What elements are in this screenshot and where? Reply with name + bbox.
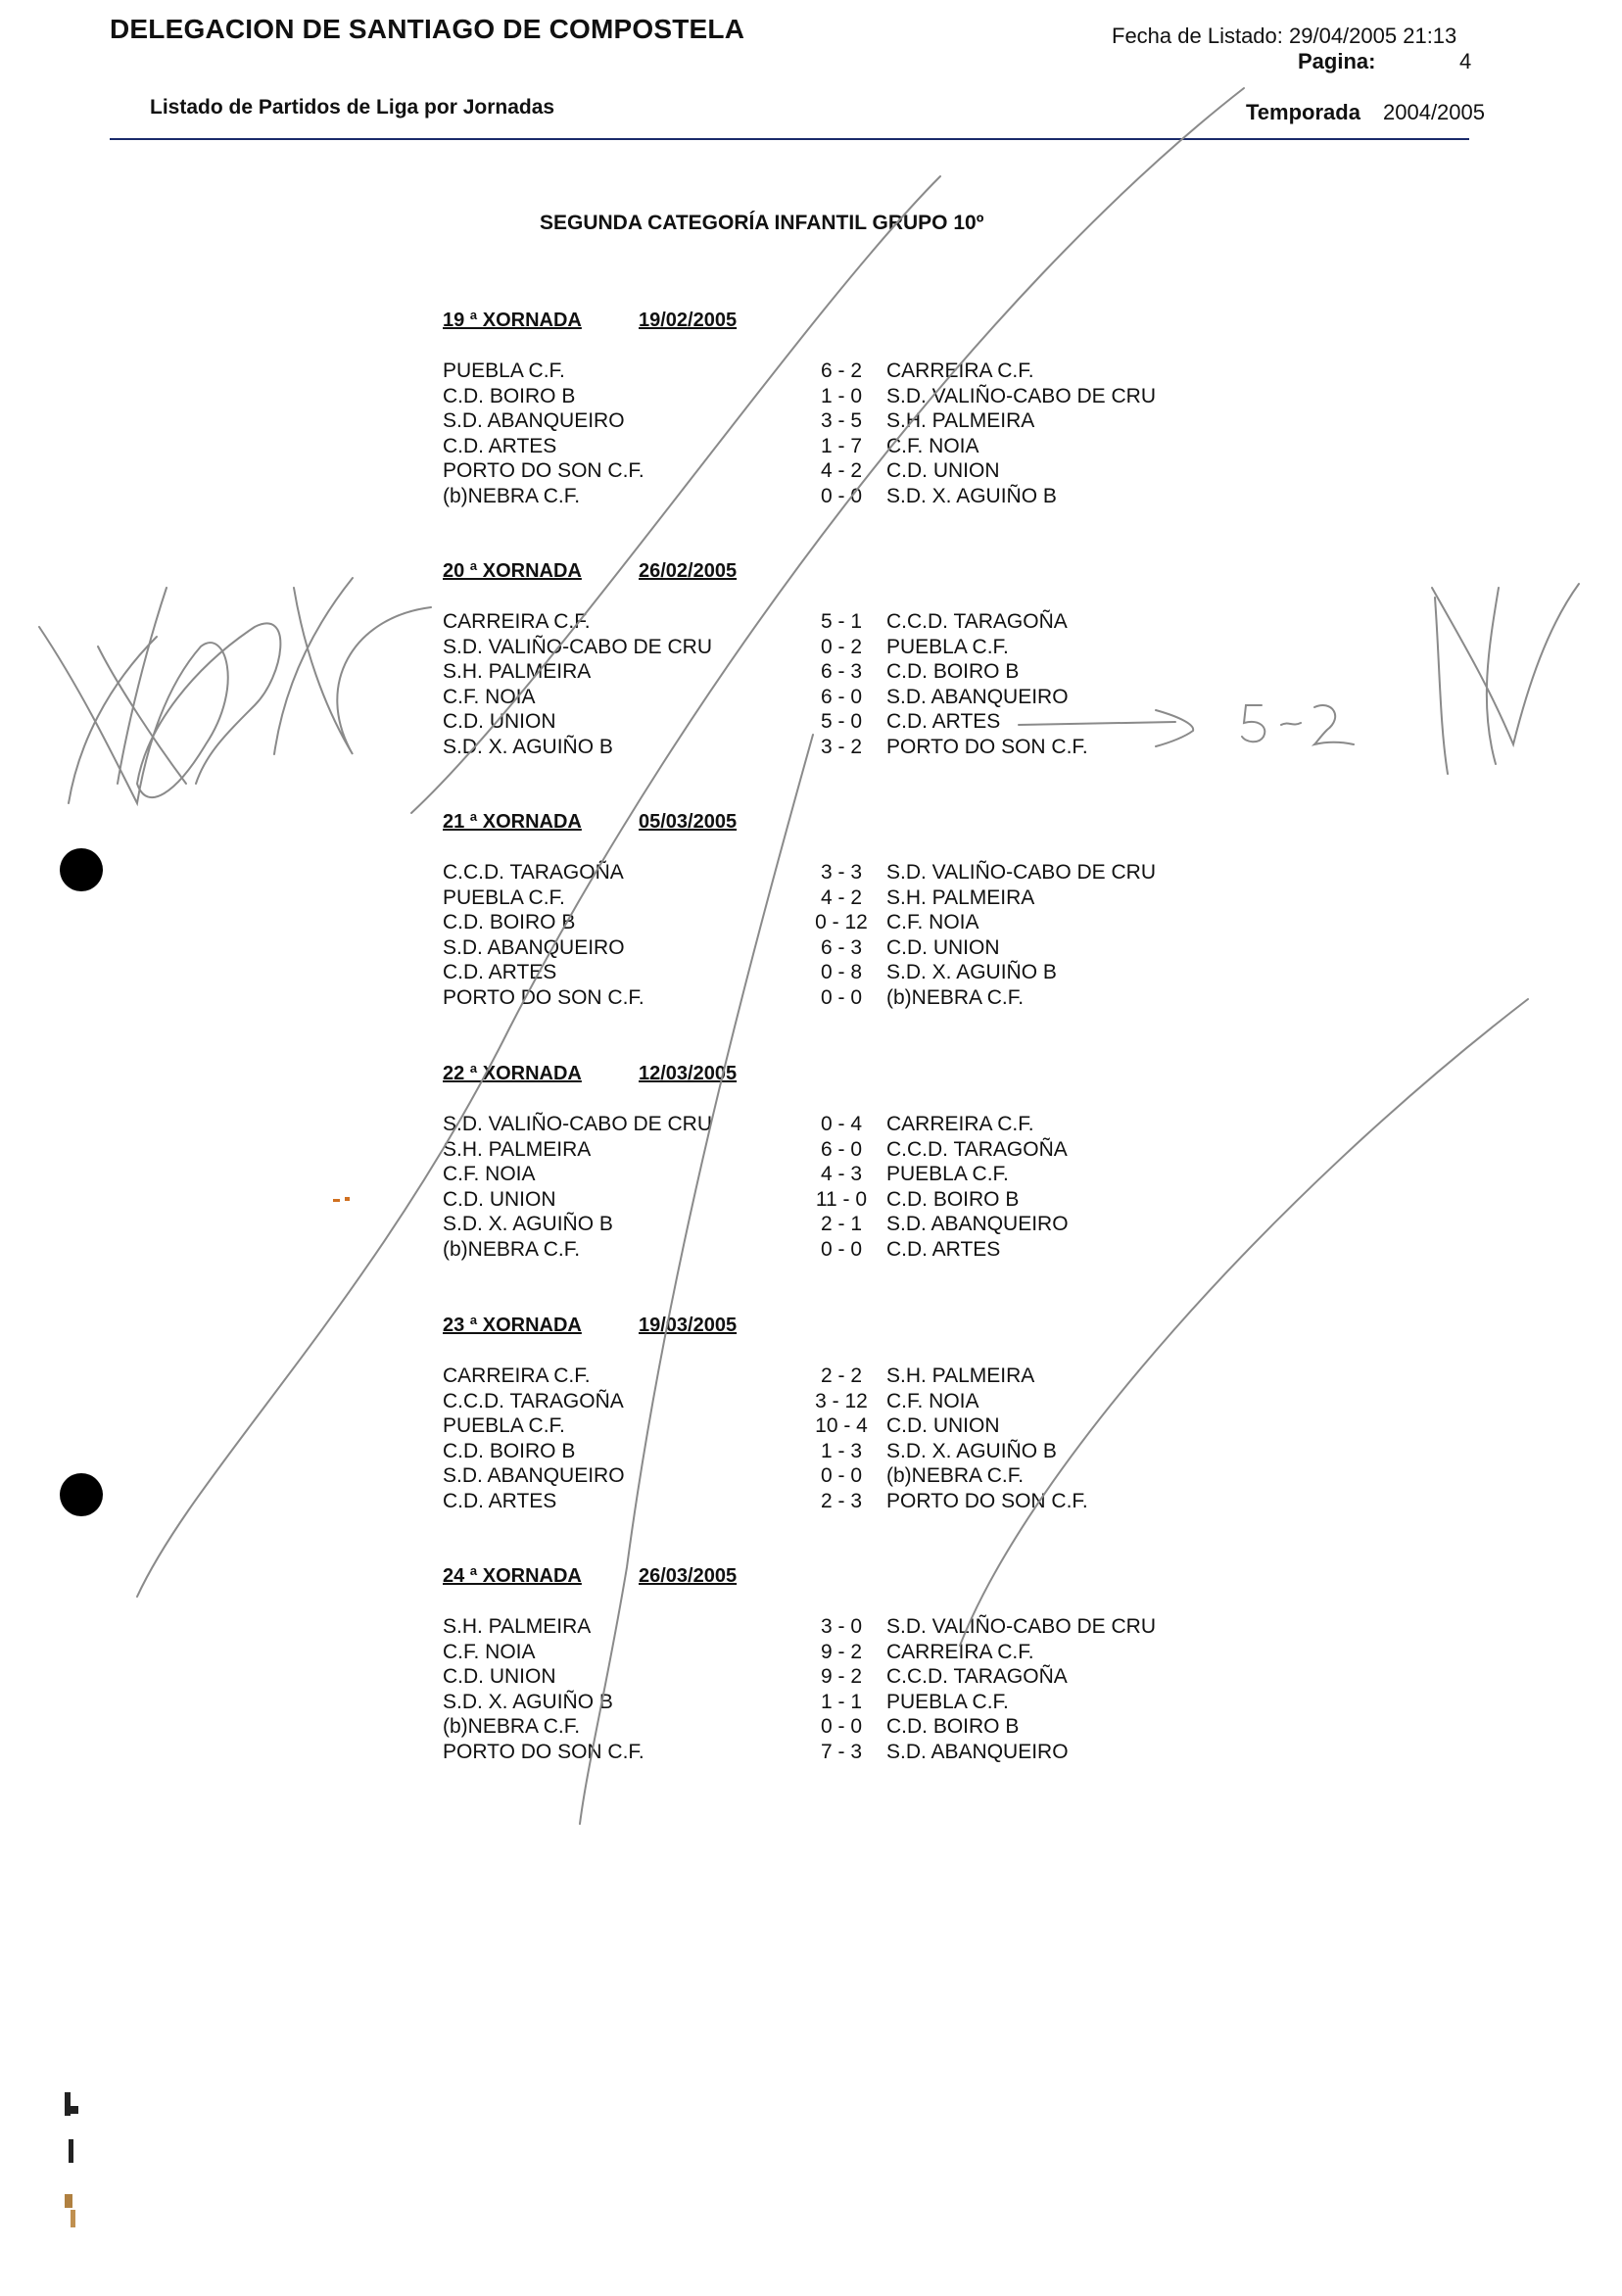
- round-date: 26/02/2005: [639, 560, 738, 582]
- home-team: S.D. X. AGUIÑO B: [443, 735, 613, 758]
- match-row: [443, 910, 1324, 935]
- round-date: 19/02/2005: [639, 310, 738, 331]
- match-row: [443, 860, 1324, 885]
- match-row: [443, 1439, 1324, 1464]
- match-row: [443, 1463, 1324, 1489]
- away-team: PORTO DO SON C.F.: [886, 735, 1088, 758]
- home-team: C.D. BOIRO B: [443, 384, 576, 407]
- home-team: C.D. UNION: [443, 710, 556, 733]
- away-team: C.C.D. TARAGOÑA: [886, 1665, 1068, 1688]
- round-block: [443, 310, 1324, 508]
- home-team: C.C.D. TARAGOÑA: [443, 1389, 624, 1412]
- away-team: C.D. UNION: [886, 459, 1000, 482]
- pencil-scribble: [39, 578, 431, 803]
- round-header: [443, 310, 1324, 339]
- away-team: S.H. PALMEIRA: [886, 1364, 1035, 1387]
- away-team: CARREIRA C.F.: [886, 1113, 1034, 1135]
- match-row: [443, 1413, 1324, 1439]
- away-team: S.D. ABANQUEIRO: [886, 685, 1069, 708]
- home-team: S.D. ABANQUEIRO: [443, 409, 625, 432]
- stain-mark: [345, 1197, 350, 1201]
- round-number: 20 ª XORNADA: [443, 560, 582, 582]
- stain-mark: [71, 2210, 75, 2227]
- home-team: PORTO DO SON C.F.: [443, 459, 644, 482]
- away-team: C.D. ARTES: [886, 710, 1001, 733]
- match-row: [443, 484, 1324, 509]
- away-team: CARREIRA C.F.: [886, 1640, 1034, 1663]
- home-team: PUEBLA C.F.: [443, 1414, 565, 1437]
- round-header: [443, 1063, 1324, 1092]
- match-score: 5 - 0: [820, 710, 863, 733]
- round-header: [443, 1565, 1324, 1595]
- round-block: [443, 560, 1324, 759]
- away-team: S.D. ABANQUEIRO: [886, 1740, 1069, 1763]
- match-score: 1 - 0: [820, 384, 863, 407]
- home-team: S.D. X. AGUIÑO B: [443, 1213, 613, 1235]
- match-row: [443, 885, 1324, 911]
- match-row: [443, 1389, 1324, 1414]
- match-row: [443, 709, 1324, 735]
- match-row: [443, 1690, 1324, 1715]
- away-team: S.D. X. AGUIÑO B: [886, 484, 1057, 507]
- match-row: [443, 458, 1324, 484]
- home-team: S.D. VALIÑO-CABO DE CRU: [443, 1113, 712, 1135]
- away-team: C.F. NOIA: [886, 911, 979, 933]
- match-list: [443, 609, 1324, 759]
- match-score: 2 - 3: [820, 1489, 863, 1512]
- match-row: [443, 635, 1324, 660]
- home-team: C.D. BOIRO B: [443, 911, 576, 933]
- match-list: [443, 359, 1324, 508]
- home-team: PORTO DO SON C.F.: [443, 985, 644, 1009]
- match-row: [443, 359, 1324, 384]
- home-team: C.C.D. TARAGOÑA: [443, 861, 624, 884]
- match-row: [443, 1714, 1324, 1740]
- round-number: 22 ª XORNADA: [443, 1063, 582, 1084]
- match-score: 0 - 8: [820, 961, 863, 983]
- home-team: C.D. UNION: [443, 1665, 556, 1688]
- match-score: 0 - 4: [820, 1113, 863, 1135]
- match-row: [443, 1187, 1324, 1213]
- match-score: 6 - 3: [820, 935, 863, 959]
- away-team: (b)NEBRA C.F.: [886, 985, 1025, 1009]
- punch-hole: [60, 1473, 103, 1516]
- match-row: [443, 1614, 1324, 1640]
- match-score: 6 - 0: [820, 1137, 863, 1161]
- match-score: 2 - 2: [820, 1364, 863, 1387]
- category-heading: SEGUNDA CATEGORÍA INFANTIL GRUPO 10º: [540, 212, 984, 234]
- pencil-scribble: [1432, 584, 1579, 774]
- match-score: 3 - 12: [815, 1389, 868, 1412]
- match-row: [443, 935, 1324, 961]
- match-score: 0 - 0: [820, 1464, 863, 1487]
- season-value: 2004/2005: [1383, 100, 1485, 124]
- away-team: C.D. UNION: [886, 1414, 1000, 1437]
- match-score: 3 - 3: [820, 861, 863, 884]
- match-score: 4 - 3: [820, 1163, 863, 1185]
- match-score: 1 - 7: [820, 434, 863, 457]
- match-score: 6 - 3: [820, 660, 863, 683]
- match-row: [443, 1137, 1324, 1163]
- punch-hole: [60, 848, 103, 891]
- round-header: [443, 560, 1324, 590]
- match-row: [443, 659, 1324, 685]
- match-score: 11 - 0: [815, 1187, 868, 1211]
- away-team: C.C.D. TARAGOÑA: [886, 1137, 1068, 1161]
- away-team: S.D. VALIÑO-CABO DE CRU: [886, 1615, 1156, 1638]
- match-score: 9 - 2: [820, 1665, 863, 1688]
- page-number: 4: [1459, 49, 1472, 73]
- away-team: C.F. NOIA: [886, 434, 979, 457]
- home-team: S.H. PALMEIRA: [443, 1137, 592, 1161]
- match-score: 0 - 0: [820, 1237, 863, 1261]
- match-score: 0 - 0: [820, 1715, 863, 1738]
- home-team: S.H. PALMEIRA: [443, 660, 592, 683]
- match-list: [443, 1112, 1324, 1262]
- home-team: PORTO DO SON C.F.: [443, 1740, 644, 1763]
- home-team: S.D. VALIÑO-CABO DE CRU: [443, 635, 712, 658]
- match-row: [443, 1640, 1324, 1665]
- header-divider: [110, 138, 1469, 140]
- away-team: C.D. BOIRO B: [886, 660, 1020, 683]
- match-row: [443, 384, 1324, 409]
- match-row: [443, 1363, 1324, 1389]
- away-team: PORTO DO SON C.F.: [886, 1489, 1088, 1512]
- match-score: 2 - 1: [820, 1213, 863, 1235]
- home-team: CARREIRA C.F.: [443, 1364, 591, 1387]
- home-team: S.H. PALMEIRA: [443, 1615, 592, 1638]
- home-team: C.D. BOIRO B: [443, 1439, 576, 1462]
- match-list: [443, 860, 1324, 1010]
- round-header: [443, 811, 1324, 840]
- page-title: DELEGACION DE SANTIAGO DE COMPOSTELA: [110, 14, 745, 44]
- match-row: [443, 960, 1324, 985]
- match-row: [443, 1112, 1324, 1137]
- away-team: C.D. BOIRO B: [886, 1187, 1020, 1211]
- round-date: 19/03/2005: [639, 1315, 738, 1336]
- stain-mark: [333, 1199, 340, 1202]
- home-team: C.F. NOIA: [443, 1640, 536, 1663]
- away-team: C.D. BOIRO B: [886, 1715, 1020, 1738]
- match-score: 5 - 1: [820, 610, 863, 633]
- round-number: 21 ª XORNADA: [443, 811, 582, 833]
- match-score: 3 - 5: [820, 409, 863, 432]
- match-row: [443, 1489, 1324, 1514]
- round-block: [443, 811, 1324, 1010]
- away-team: C.C.D. TARAGOÑA: [886, 610, 1068, 633]
- match-row: [443, 985, 1324, 1011]
- match-row: [443, 1664, 1324, 1690]
- stain-mark: [65, 2092, 71, 2116]
- stain-mark: [69, 2139, 73, 2163]
- home-team: S.D. X. AGUIÑO B: [443, 1690, 613, 1713]
- home-team: C.D. ARTES: [443, 1489, 557, 1512]
- pencil-scribble: [98, 588, 186, 784]
- home-team: PUEBLA C.F.: [443, 359, 565, 382]
- round-number: 23 ª XORNADA: [443, 1315, 582, 1336]
- match-score: 10 - 4: [815, 1414, 868, 1437]
- round-block: [443, 1315, 1324, 1513]
- home-team: S.D. ABANQUEIRO: [443, 935, 625, 959]
- match-row: [443, 735, 1324, 760]
- home-team: CARREIRA C.F.: [443, 610, 591, 633]
- away-team: S.H. PALMEIRA: [886, 885, 1035, 909]
- match-score: 4 - 2: [820, 459, 863, 482]
- page-number-label: Pagina:: [1298, 49, 1376, 73]
- match-row: [443, 685, 1324, 710]
- away-team: S.D. X. AGUIÑO B: [886, 1439, 1057, 1462]
- away-team: S.D. X. AGUIÑO B: [886, 961, 1057, 983]
- handwritten-note: 5-2: [1254, 725, 1256, 726]
- away-team: S.D. VALIÑO-CABO DE CRU: [886, 384, 1156, 407]
- round-date: 26/03/2005: [639, 1565, 738, 1587]
- match-row: [443, 1162, 1324, 1187]
- home-team: S.D. ABANQUEIRO: [443, 1464, 625, 1487]
- match-row: [443, 1740, 1324, 1765]
- match-row: [443, 408, 1324, 434]
- home-team: (b)NEBRA C.F.: [443, 1715, 581, 1738]
- match-score: 3 - 2: [820, 735, 863, 758]
- match-score: 0 - 0: [820, 985, 863, 1009]
- away-team: S.D. VALIÑO-CABO DE CRU: [886, 861, 1156, 884]
- home-team: (b)NEBRA C.F.: [443, 1237, 581, 1261]
- round-number: 24 ª XORNADA: [443, 1565, 582, 1587]
- match-score: 0 - 12: [815, 911, 868, 933]
- round-date: 12/03/2005: [639, 1063, 738, 1084]
- round-header: [443, 1315, 1324, 1344]
- home-team: (b)NEBRA C.F.: [443, 484, 581, 507]
- away-team: C.D. UNION: [886, 935, 1000, 959]
- home-team: C.F. NOIA: [443, 1163, 536, 1185]
- listing-date: Fecha de Listado: 29/04/2005 21:13: [1112, 24, 1457, 48]
- home-team: PUEBLA C.F.: [443, 885, 565, 909]
- match-list: [443, 1614, 1324, 1764]
- home-team: C.D. ARTES: [443, 434, 557, 457]
- match-row: [443, 1212, 1324, 1237]
- match-score: 9 - 2: [820, 1640, 863, 1663]
- round-date: 05/03/2005: [639, 811, 738, 833]
- round-block: [443, 1063, 1324, 1262]
- match-score: 6 - 0: [820, 685, 863, 708]
- match-score: 0 - 2: [820, 635, 863, 658]
- stain-mark: [65, 2194, 72, 2208]
- season-label: Temporada: [1246, 100, 1360, 124]
- away-team: (b)NEBRA C.F.: [886, 1464, 1025, 1487]
- round-number: 19 ª XORNADA: [443, 310, 582, 331]
- away-team: CARREIRA C.F.: [886, 359, 1034, 382]
- page-subtitle: Listado de Partidos de Liga por Jornadas: [150, 96, 555, 119]
- match-list: [443, 1363, 1324, 1513]
- match-score: 1 - 1: [820, 1690, 863, 1713]
- match-score: 3 - 0: [820, 1615, 863, 1638]
- match-score: 7 - 3: [820, 1740, 863, 1763]
- away-team: PUEBLA C.F.: [886, 635, 1009, 658]
- stain-mark: [69, 2106, 78, 2114]
- home-team: C.D. UNION: [443, 1187, 556, 1211]
- round-block: [443, 1565, 1324, 1764]
- match-row: [443, 434, 1324, 459]
- match-score: 4 - 2: [820, 885, 863, 909]
- match-score: 1 - 3: [820, 1439, 863, 1462]
- match-row: [443, 1237, 1324, 1263]
- away-team: C.F. NOIA: [886, 1389, 979, 1412]
- match-row: [443, 609, 1324, 635]
- home-team: C.D. ARTES: [443, 961, 557, 983]
- away-team: S.H. PALMEIRA: [886, 409, 1035, 432]
- away-team: PUEBLA C.F.: [886, 1690, 1009, 1713]
- away-team: S.D. ABANQUEIRO: [886, 1213, 1069, 1235]
- home-team: C.F. NOIA: [443, 685, 536, 708]
- match-score: 6 - 2: [820, 359, 863, 382]
- away-team: PUEBLA C.F.: [886, 1163, 1009, 1185]
- match-score: 0 - 0: [820, 484, 863, 507]
- away-team: C.D. ARTES: [886, 1237, 1001, 1261]
